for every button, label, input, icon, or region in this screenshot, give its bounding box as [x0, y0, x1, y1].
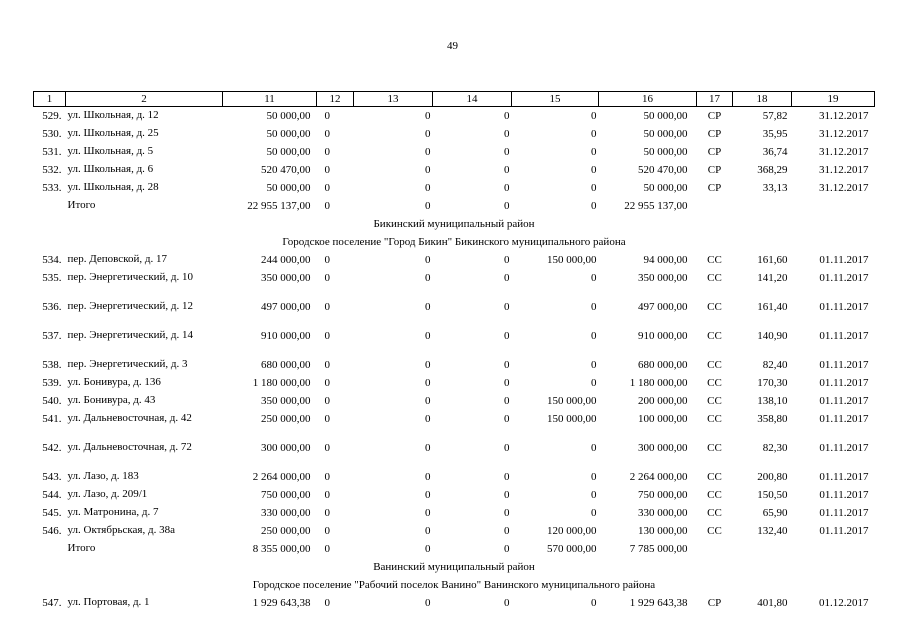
type-code-cell: СС	[707, 488, 722, 501]
column-header: 11	[223, 92, 317, 107]
col-14-cell: 0	[504, 376, 510, 389]
type-code-cell: СР	[707, 163, 722, 176]
row-number-cell: 535.	[42, 271, 62, 284]
row-number-cell: 533.	[42, 181, 62, 194]
area-cell: 33,13	[762, 181, 788, 194]
col-15-cell: 0	[591, 488, 597, 501]
total-amount-cell: 497 000,00	[261, 300, 311, 313]
table-row	[34, 522, 875, 540]
col-13-cell: 0	[425, 300, 431, 313]
section-title: Городское поселение "Город Бикин" Бикинского муниципального района	[282, 235, 626, 248]
type-code-cell: СС	[707, 358, 722, 371]
col-12-cell: 0	[324, 199, 330, 212]
table-row	[34, 179, 875, 197]
table-row	[34, 468, 875, 486]
col-14-cell: 0	[504, 110, 510, 122]
col-13-cell: 0	[425, 488, 431, 501]
col-13-cell: 0	[425, 110, 431, 122]
table-row	[34, 439, 875, 468]
address-cell: ул. Школьная, д. 5	[67, 144, 154, 157]
col-13-cell: 0	[425, 163, 431, 176]
row-number-cell: 530.	[42, 127, 62, 140]
area-cell: 401,80	[757, 596, 788, 609]
col-16-cell: 750 000,00	[638, 488, 688, 501]
col-16-cell: 50 000,00	[643, 127, 688, 140]
col-16-cell: 497 000,00	[638, 300, 688, 313]
date-cell: 31.12.2017	[819, 110, 869, 122]
total-amount-cell: 300 000,00	[261, 441, 311, 454]
section-header-row	[34, 576, 875, 594]
col-12-cell: 0	[324, 181, 330, 194]
address-cell: пер. Энергетический, д. 12	[67, 299, 194, 312]
table-row	[34, 251, 875, 269]
table-row	[34, 410, 875, 439]
row-number-cell: 542.	[42, 441, 62, 454]
col-13-cell: 0	[425, 394, 431, 407]
total-amount-cell: 350 000,00	[261, 271, 311, 284]
section-title: Городское поселение "Рабочий поселок Ванино" Ванинского муниципального района	[252, 578, 656, 591]
row-number-cell: 543.	[42, 470, 62, 483]
column-header: 19	[792, 92, 875, 107]
area-cell: 150,50	[757, 488, 788, 501]
address-cell: пер. Энергетический, д. 10	[67, 270, 194, 283]
col-14-cell: 0	[504, 542, 510, 555]
header-row	[34, 92, 875, 107]
col-15-cell: 0	[591, 329, 597, 342]
table-body	[34, 107, 875, 612]
type-code-cell: СС	[707, 253, 722, 266]
col-14-cell: 0	[504, 506, 510, 519]
row-number-cell: 539.	[42, 376, 62, 389]
type-code-cell: СС	[707, 524, 722, 537]
total-amount-cell: 1 929 643,38	[252, 596, 311, 609]
col-12-cell: 0	[324, 394, 330, 407]
col-12-cell: 0	[324, 596, 330, 609]
type-code-cell: СС	[707, 329, 722, 342]
col-15-cell: 0	[591, 181, 597, 194]
col-14-cell: 0	[504, 127, 510, 140]
col-16-cell: 94 000,00	[643, 253, 688, 266]
col-14-cell: 0	[504, 300, 510, 313]
col-14-cell: 0	[504, 596, 510, 609]
col-12-cell: 0	[324, 376, 330, 389]
date-cell: 01.11.2017	[819, 506, 869, 519]
address-cell: ул. Лазо, д. 183	[67, 469, 139, 482]
col-13-cell: 0	[425, 329, 431, 342]
area-cell: 161,60	[757, 253, 788, 266]
type-code-cell: СР	[707, 181, 722, 194]
type-code-cell: СС	[707, 394, 722, 407]
address-cell: ул. Дальневосточная, д. 42	[67, 411, 192, 424]
col-15-cell: 0	[591, 163, 597, 176]
address-cell: ул. Бонивура, д. 136	[67, 375, 161, 388]
date-cell: 01.11.2017	[819, 412, 869, 425]
col-16-cell: 50 000,00	[643, 181, 688, 194]
address-cell: ул. Школьная, д. 12	[67, 109, 159, 121]
col-15-cell: 0	[591, 470, 597, 483]
address-cell: Итого	[67, 541, 96, 554]
table-row	[34, 327, 875, 356]
row-number-cell: 537.	[42, 329, 62, 342]
date-cell: 01.11.2017	[819, 441, 869, 454]
address-cell: ул. Октябрьская, д. 38а	[67, 523, 175, 536]
date-cell: 01.11.2017	[819, 524, 869, 537]
col-16-cell: 50 000,00	[643, 145, 688, 158]
row-number-cell: 541.	[42, 412, 62, 425]
col-13-cell: 0	[425, 376, 431, 389]
col-12-cell: 0	[324, 110, 330, 122]
address-cell: пер. Энергетический, д. 3	[67, 357, 188, 370]
area-cell	[733, 197, 792, 215]
area-cell: 82,30	[762, 441, 788, 454]
row-number-cell: 529.	[42, 110, 62, 122]
col-12-cell: 0	[324, 329, 330, 342]
table-row	[34, 269, 875, 298]
col-13-cell: 0	[425, 506, 431, 519]
col-16-cell: 7 785 000,00	[629, 542, 688, 555]
col-12-cell: 0	[324, 470, 330, 483]
column-header: 15	[512, 92, 599, 107]
area-cell: 200,80	[757, 470, 788, 483]
col-14-cell: 0	[504, 394, 510, 407]
col-15-cell: 0	[591, 127, 597, 140]
col-14-cell: 0	[504, 488, 510, 501]
col-13-cell: 0	[425, 145, 431, 158]
col-15-cell: 0	[591, 110, 597, 122]
col-15-cell: 150 000,00	[547, 412, 597, 425]
column-header: 16	[599, 92, 697, 107]
col-13-cell: 0	[425, 271, 431, 284]
col-15-cell: 0	[591, 145, 597, 158]
row-number-cell: 538.	[42, 358, 62, 371]
col-13-cell: 0	[425, 181, 431, 194]
col-12-cell: 0	[324, 127, 330, 140]
section-header-row	[34, 215, 875, 233]
col-15-cell: 0	[591, 441, 597, 454]
area-cell: 57,82	[762, 110, 788, 122]
address-cell: пер. Энергетический, д. 14	[67, 328, 194, 341]
col-14-cell: 0	[504, 470, 510, 483]
total-row	[34, 197, 875, 215]
col-13-cell: 0	[425, 253, 431, 266]
col-15-cell: 0	[591, 596, 597, 609]
col-13-cell: 0	[425, 524, 431, 537]
col-12-cell: 0	[324, 145, 330, 158]
col-14-cell: 0	[504, 524, 510, 537]
date-cell: 01.11.2017	[819, 300, 869, 313]
section-title: Ванинский муниципальный район	[373, 560, 535, 573]
col-12-cell: 0	[324, 542, 330, 555]
total-amount-cell: 50 000,00	[266, 127, 311, 140]
col-12-cell: 0	[324, 524, 330, 537]
col-13-cell: 0	[425, 470, 431, 483]
date-cell: 01.11.2017	[819, 376, 869, 389]
column-header: 18	[733, 92, 792, 107]
type-code-cell: СР	[707, 127, 722, 140]
col-12-cell: 0	[324, 253, 330, 266]
table-row	[34, 356, 875, 374]
col-16-cell: 330 000,00	[638, 506, 688, 519]
column-header: 2	[66, 92, 223, 107]
column-header: 14	[433, 92, 512, 107]
table-row	[34, 143, 875, 161]
type-code-cell	[697, 197, 733, 215]
address-cell: ул. Матронина, д. 7	[67, 505, 159, 518]
row-number-cell	[34, 197, 66, 215]
area-cell: 138,10	[757, 394, 788, 407]
date-cell: 01.11.2017	[819, 358, 869, 371]
row-number-cell: 546.	[42, 524, 62, 537]
col-15-cell: 0	[591, 506, 597, 519]
col-16-cell: 22 955 137,00	[624, 199, 688, 212]
area-cell: 65,90	[762, 506, 788, 519]
col-15-cell: 0	[591, 199, 597, 212]
type-code-cell: СР	[707, 596, 722, 609]
row-number-cell: 536.	[42, 300, 62, 313]
total-amount-cell: 680 000,00	[261, 358, 311, 371]
total-amount-cell: 22 955 137,00	[247, 199, 311, 212]
col-15-cell: 0	[591, 358, 597, 371]
total-amount-cell: 250 000,00	[261, 412, 311, 425]
table-row	[34, 374, 875, 392]
type-code-cell: СС	[707, 441, 722, 454]
col-15-cell: 150 000,00	[547, 253, 597, 266]
col-15-cell: 570 000,00	[547, 542, 597, 555]
date-cell: 31.12.2017	[819, 127, 869, 140]
total-amount-cell: 250 000,00	[261, 524, 311, 537]
type-code-cell: СС	[707, 470, 722, 483]
total-amount-cell: 910 000,00	[261, 329, 311, 342]
table-row	[34, 594, 875, 612]
col-13-cell: 0	[425, 358, 431, 371]
type-code-cell: СР	[707, 145, 722, 158]
table-row	[34, 486, 875, 504]
col-16-cell: 300 000,00	[638, 441, 688, 454]
col-16-cell: 1 929 643,38	[629, 596, 688, 609]
col-15-cell: 0	[591, 271, 597, 284]
total-amount-cell: 750 000,00	[261, 488, 311, 501]
col-16-cell: 350 000,00	[638, 271, 688, 284]
date-cell: 01.12.2017	[819, 596, 869, 609]
row-number-cell: 547.	[42, 596, 62, 609]
col-12-cell: 0	[324, 358, 330, 371]
date-cell: 01.11.2017	[819, 488, 869, 501]
col-16-cell: 680 000,00	[638, 358, 688, 371]
date-cell	[792, 540, 875, 558]
address-cell: ул. Лазо, д. 209/1	[67, 487, 148, 500]
address-cell: Итого	[67, 198, 96, 211]
address-cell: ул. Бонивура, д. 43	[67, 393, 156, 406]
total-amount-cell: 244 000,00	[261, 253, 311, 266]
date-cell	[792, 197, 875, 215]
col-13-cell: 0	[425, 542, 431, 555]
col-14-cell: 0	[504, 199, 510, 212]
table-row	[34, 161, 875, 179]
date-cell: 31.12.2017	[819, 181, 869, 194]
column-header: 17	[697, 92, 733, 107]
area-cell	[733, 540, 792, 558]
area-cell: 35,95	[762, 127, 788, 140]
type-code-cell: СС	[707, 506, 722, 519]
row-number-cell: 545.	[42, 506, 62, 519]
type-code-cell: СС	[707, 412, 722, 425]
total-amount-cell: 50 000,00	[266, 145, 311, 158]
col-14-cell: 0	[504, 412, 510, 425]
data-table	[33, 91, 875, 612]
area-cell: 170,30	[757, 376, 788, 389]
col-14-cell: 0	[504, 145, 510, 158]
col-14-cell: 0	[504, 441, 510, 454]
date-cell: 01.11.2017	[819, 253, 869, 266]
date-cell: 01.11.2017	[819, 394, 869, 407]
col-13-cell: 0	[425, 127, 431, 140]
date-cell: 01.11.2017	[819, 470, 869, 483]
col-14-cell: 0	[504, 358, 510, 371]
total-amount-cell: 50 000,00	[266, 181, 311, 194]
section-header-row	[34, 558, 875, 576]
section-header-row	[34, 233, 875, 251]
address-cell: ул. Дальневосточная, д. 72	[67, 440, 192, 453]
col-12-cell: 0	[324, 300, 330, 313]
col-14-cell: 0	[504, 271, 510, 284]
col-12-cell: 0	[324, 412, 330, 425]
row-number-cell: 532.	[42, 163, 62, 176]
total-row	[34, 540, 875, 558]
area-cell: 36,74	[762, 145, 788, 158]
col-16-cell: 910 000,00	[638, 329, 688, 342]
area-cell: 141,20	[757, 271, 788, 284]
col-15-cell: 0	[591, 300, 597, 313]
col-14-cell: 0	[504, 253, 510, 266]
row-number-cell: 534.	[42, 253, 62, 266]
date-cell: 01.11.2017	[819, 329, 869, 342]
column-header: 13	[354, 92, 433, 107]
row-number-cell: 531.	[42, 145, 62, 158]
col-13-cell: 0	[425, 596, 431, 609]
row-number-cell: 540.	[42, 394, 62, 407]
page-number: 49	[447, 40, 458, 52]
type-code-cell	[697, 540, 733, 558]
type-code-cell: СС	[707, 376, 722, 389]
address-cell: ул. Портовая, д. 1	[67, 595, 150, 608]
col-15-cell: 120 000,00	[547, 524, 597, 537]
table-row	[34, 125, 875, 143]
date-cell: 31.12.2017	[819, 163, 869, 176]
col-16-cell: 1 180 000,00	[629, 376, 688, 389]
col-12-cell: 0	[324, 163, 330, 176]
col-16-cell: 2 264 000,00	[629, 470, 688, 483]
col-16-cell: 130 000,00	[638, 524, 688, 537]
address-cell: ул. Школьная, д. 25	[67, 126, 159, 139]
col-15-cell: 0	[591, 376, 597, 389]
type-code-cell: СС	[707, 300, 722, 313]
total-amount-cell: 2 264 000,00	[252, 470, 311, 483]
area-cell: 140,90	[757, 329, 788, 342]
address-cell: пер. Деповской, д. 17	[67, 252, 167, 265]
total-amount-cell: 330 000,00	[261, 506, 311, 519]
column-header: 1	[34, 92, 66, 107]
column-header: 12	[317, 92, 354, 107]
col-16-cell: 50 000,00	[643, 110, 688, 122]
col-12-cell: 0	[324, 488, 330, 501]
total-amount-cell: 1 180 000,00	[252, 376, 311, 389]
section-title: Бикинский муниципальный район	[373, 217, 535, 230]
col-13-cell: 0	[425, 412, 431, 425]
col-12-cell: 0	[324, 441, 330, 454]
row-number-cell	[34, 540, 66, 558]
address-cell: ул. Школьная, д. 6	[67, 162, 154, 175]
area-cell: 358,80	[757, 412, 788, 425]
table-row	[34, 392, 875, 410]
col-16-cell: 200 000,00	[638, 394, 688, 407]
total-amount-cell: 350 000,00	[261, 394, 311, 407]
col-16-cell: 520 470,00	[638, 163, 688, 176]
col-12-cell: 0	[324, 271, 330, 284]
total-amount-cell: 50 000,00	[266, 110, 311, 122]
col-13-cell: 0	[425, 199, 431, 212]
total-amount-cell: 8 355 000,00	[252, 542, 311, 555]
col-14-cell: 0	[504, 329, 510, 342]
col-14-cell: 0	[504, 181, 510, 194]
date-cell: 31.12.2017	[819, 145, 869, 158]
type-code-cell: СР	[707, 110, 722, 122]
row-number-cell: 544.	[42, 488, 62, 501]
date-cell: 01.11.2017	[819, 271, 869, 284]
table-row	[34, 298, 875, 327]
col-15-cell: 150 000,00	[547, 394, 597, 407]
area-cell: 161,40	[757, 300, 788, 313]
area-cell: 368,29	[757, 163, 788, 176]
col-16-cell: 100 000,00	[638, 412, 688, 425]
table-row	[34, 504, 875, 522]
area-cell: 132,40	[757, 524, 788, 537]
col-14-cell: 0	[504, 163, 510, 176]
col-13-cell: 0	[425, 441, 431, 454]
area-cell: 82,40	[762, 358, 788, 371]
col-12-cell: 0	[324, 506, 330, 519]
total-amount-cell: 520 470,00	[261, 163, 311, 176]
address-cell: ул. Школьная, д. 28	[67, 180, 159, 193]
table-row	[34, 107, 875, 125]
type-code-cell: СС	[707, 271, 722, 284]
